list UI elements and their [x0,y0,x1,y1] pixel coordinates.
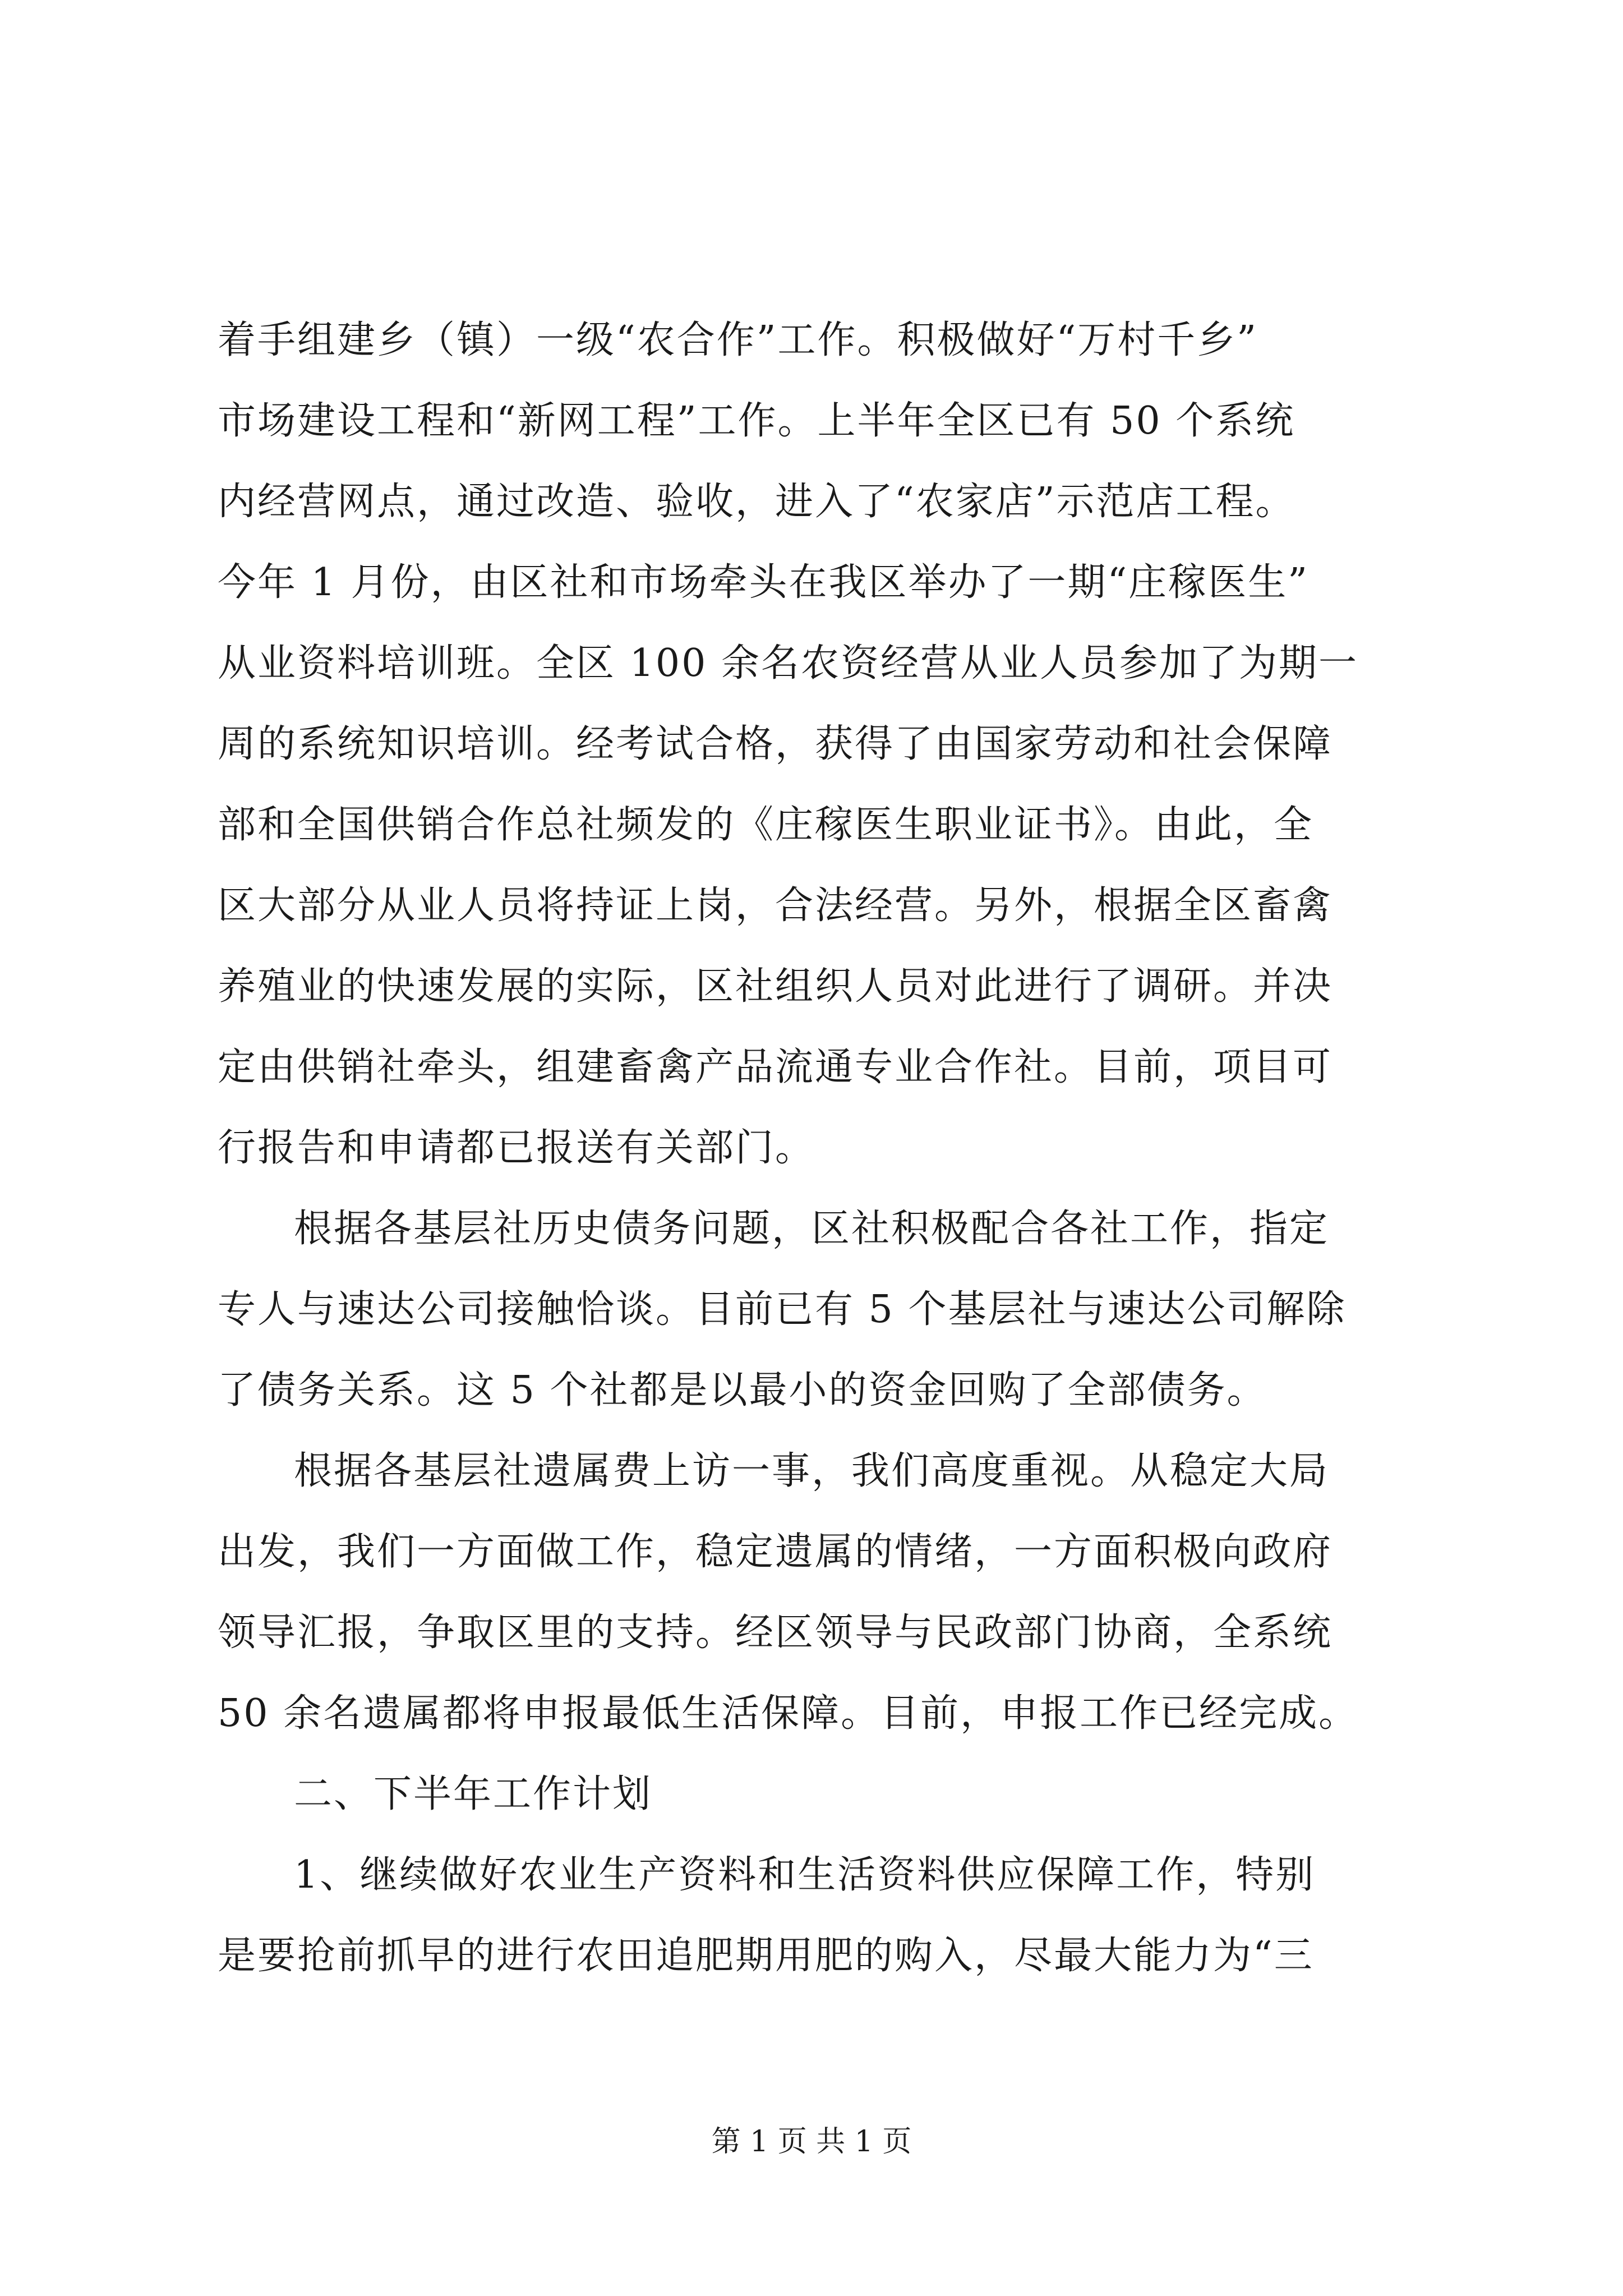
text-line: 着手组建乡（镇）一级“农合作”工作。积极做好“万村千乡” [218,318,1258,362]
page-footer [0,2125,1623,2159]
paragraph-start-line: 根据各基层社遗属费上访一事，我们高度重视。从稳定大局 [294,1449,1330,1493]
page-number-label: 第 1 页 共 1 页 [711,2125,912,2159]
text-line: 区大部分从业人员将持证上岗，合法经营。另外，根据全区畜禽 [218,884,1333,928]
text-line: 周的系统知识培训。经考试合格，获得了由国家劳动和社会保障 [218,722,1333,766]
text-line: 部和全国供销合作总社频发的《庄稼医生职业证书》。由此，全 [218,803,1314,847]
text-line: 市场建设工程和“新网工程”工作。上半年全区已有 50 个系统 [218,399,1295,443]
paragraph-start-line: 1、继续做好农业生产资料和生活资料供应保障工作，特别 [294,1853,1316,1897]
text-line: 专人与速达公司接触恰谈。目前已有 5 个基层社与速达公司解除 [218,1287,1347,1332]
text-line: 养殖业的快速发展的实际，区社组织人员对此进行了调研。并决 [218,964,1333,1009]
text-line: 了债务关系。这 5 个社都是以最小的资金回购了全部债务。 [218,1368,1267,1412]
text-line: 50 余名遗属都将申报最低生活保障。目前，申报工作已经完成。 [218,1691,1359,1736]
text-line: 是要抢前抓早的进行农田追肥期用肥的购入，尽最大能力为“三 [218,1934,1314,1978]
text-line: 出发，我们一方面做工作，稳定遗属的情绪，一方面积极向政府 [218,1530,1333,1574]
section-heading: 二、下半年工作计划 [294,1772,653,1816]
text-line: 今年 1 月份，由区社和市场牵头在我区举办了一期“庄稼医生” [218,560,1310,605]
text-line: 行报告和申请都已报送有关部门。 [218,1126,815,1170]
text-line: 定由供销社牵头，组建畜禽产品流通专业合作社。目前，项目可 [218,1045,1333,1089]
document-body [218,300,1415,1996]
text-line: 领导汇报，争取区里的支持。经区领导与民政部门协商，全系统 [218,1611,1333,1655]
text-line: 从业资料培训班。全区 100 余名农资经营从业人员参加了为期一 [218,641,1359,685]
text-line: 内经营网点，通过改造、验收，进入了“农家店”示范店工程。 [218,480,1295,524]
paragraph-start-line: 根据各基层社历史债务问题，区社积极配合各社工作，指定 [294,1207,1330,1251]
